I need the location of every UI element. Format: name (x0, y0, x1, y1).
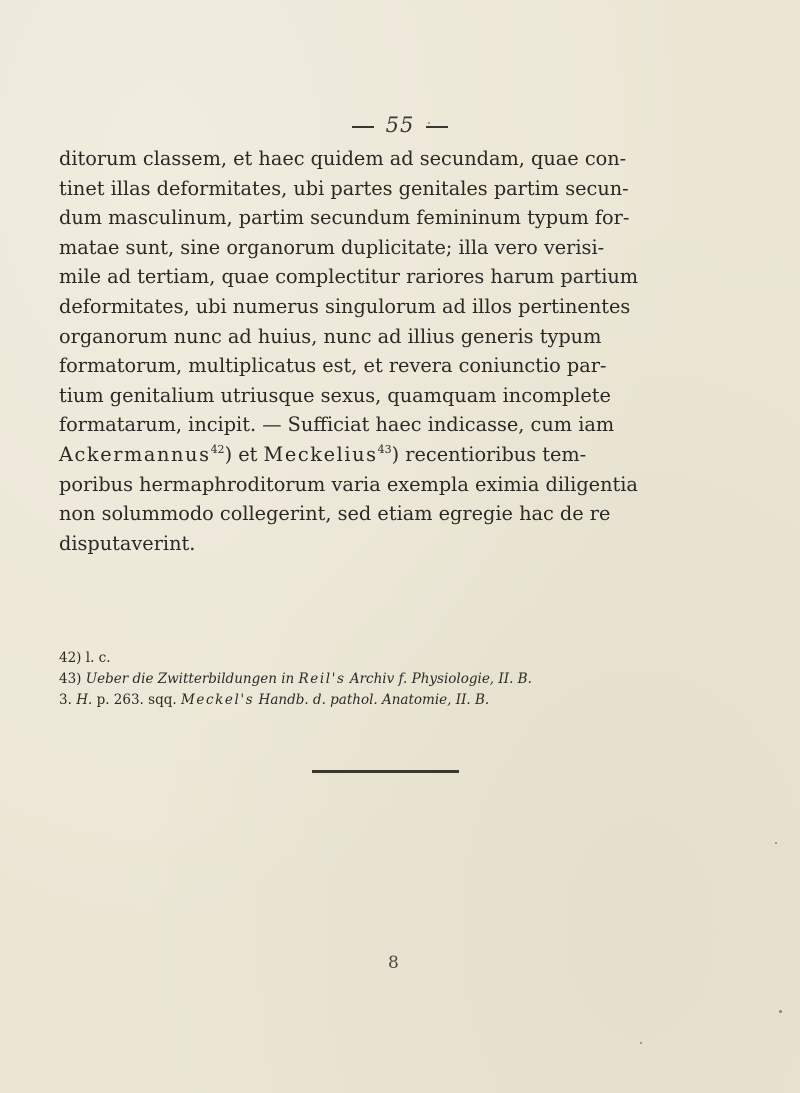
footnote-pages: p. 263. sqq. (96, 692, 177, 708)
footnote-43 (59, 669, 779, 690)
line-remainder: recentioribus tem- (405, 442, 587, 466)
main-text (59, 144, 759, 558)
paper-speck (779, 1010, 782, 1013)
footnote-43-continued (59, 690, 779, 711)
footnote-title: Ueber die Zwitterbildungen in (85, 671, 295, 687)
text-line: matae sunt, sine organorum duplicitate; illa vero verisi- (59, 235, 605, 259)
text-line: deformitates, ubi numerus singulorum ad illos pertinentes (59, 294, 631, 318)
footnotes (59, 648, 779, 711)
header-dash-left (352, 126, 374, 128)
page-header (0, 113, 800, 137)
text-line: tium genitalium utriusque sexus, quamquam incomplete (59, 383, 611, 407)
footnote-volume: II. B. (455, 692, 490, 708)
text-line: non solummodo collegerint, sed etiam egregie hac de re (59, 502, 611, 526)
footnote-author: Meckel's (180, 692, 255, 708)
header-dash-right (426, 126, 448, 128)
footnote-divider-rule (312, 770, 459, 773)
author-name-ackermannus: Ackermannus (59, 442, 211, 466)
footnote-heft: H. (76, 692, 93, 708)
footnote-handbook: Handb. d. pathol. Anatomie, (258, 692, 452, 708)
footnote-mark: 42) (59, 650, 82, 666)
paper-speck (428, 122, 430, 124)
footnote-42 (59, 648, 779, 669)
paper-speck (775, 842, 777, 844)
footnote-journal: Archiv f. Physiologie, (349, 671, 495, 687)
conjunction: et (238, 442, 258, 466)
printer-signature-mark: 8 (388, 953, 399, 973)
footnote-ref-42: 42 (210, 442, 225, 456)
text-line: poribus hermaphroditorum varia exempla eximia diligentia (59, 472, 638, 496)
text-line-with-refs: Ackermannus$^{42}$) et Meckelius$^{43}$) recentioribus tem- (59, 442, 587, 466)
footnote-author: Reil's (298, 671, 346, 687)
text-line: tinet illas deformitates, ubi partes genitales partim secun- (59, 176, 629, 200)
text-line: formatarum, incipit. — Sufficiat haec indicasse, cum iam (59, 413, 615, 437)
footnote-ref-43: 43 (377, 442, 392, 456)
paper-speck (640, 1042, 642, 1044)
page-number: 55 (385, 113, 415, 137)
text-line: mile ad tertiam, quae complectitur rariores harum partium (59, 265, 639, 289)
text-line: ditorum classem, et haec quidem ad secundam, quae con- (59, 147, 627, 170)
text-line: dum masculinum, partim secundum femininum typum for- (59, 206, 630, 230)
text-line: organorum nunc ad huius, nunc ad illius generis typum (59, 324, 602, 348)
footnote-issue: 3. (59, 692, 72, 708)
footnote-volume: II. B. (498, 671, 532, 687)
text-line: formatorum, multiplicatus est, et revera coniunctio par- (59, 354, 607, 378)
text-line: disputaverint. (59, 531, 196, 555)
author-name-meckelius: Meckelius (263, 442, 378, 466)
footnote-mark: 43) (59, 671, 82, 687)
footnote-text: l. c. (85, 650, 111, 666)
